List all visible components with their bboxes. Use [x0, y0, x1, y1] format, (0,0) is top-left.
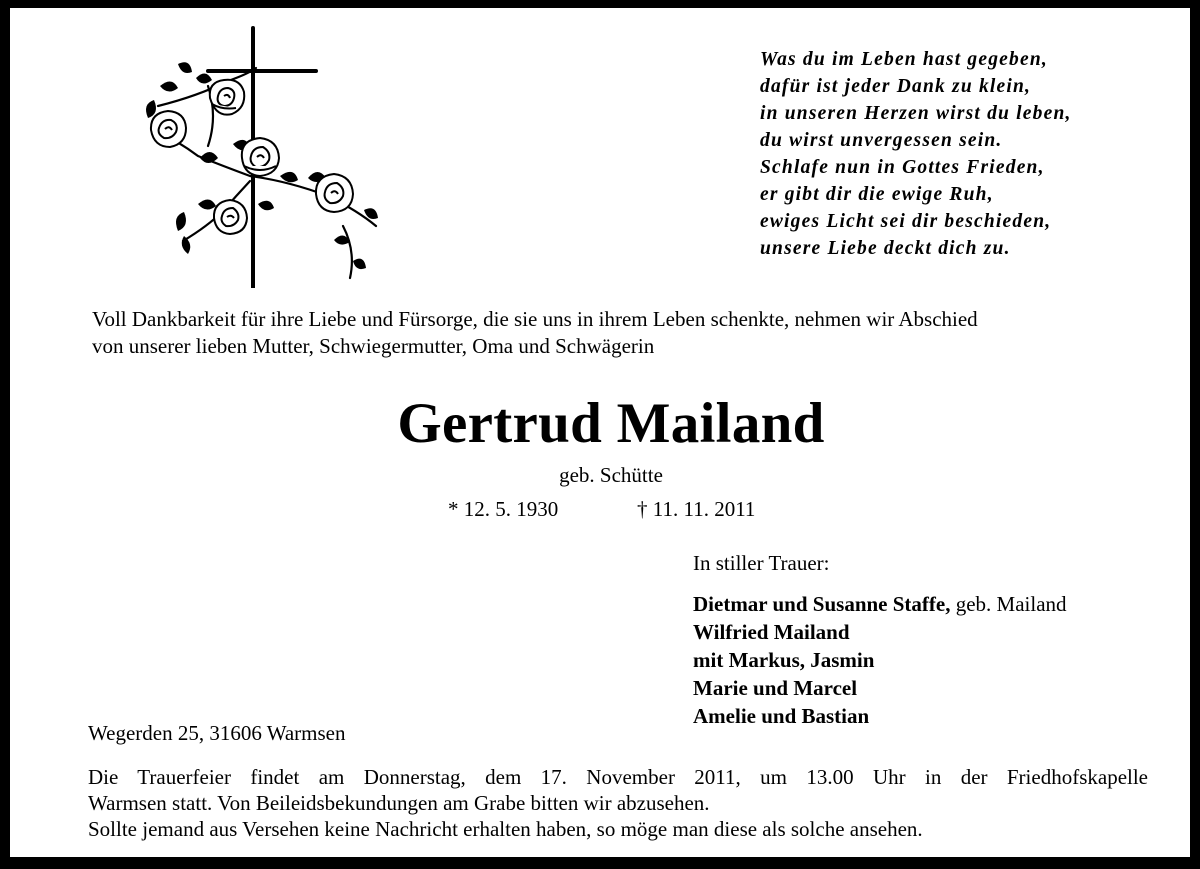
mourner-entry: [693, 646, 1067, 674]
poem-line: Was du im Leben hast gegeben,: [760, 49, 1048, 70]
deceased-name: Gertrud Mailand: [397, 392, 825, 455]
cross-with-roses-icon: [138, 26, 388, 288]
mourner-name: Dietmar und Susanne Staffe,: [693, 592, 951, 616]
address: Wegerden 25, 31606 Warmsen: [88, 721, 346, 745]
service-line: Warmsen statt. Von Beileidsbekundungen am Grabe bitten wir abzusehen.: [88, 791, 710, 815]
mourners-list: [693, 590, 1067, 730]
poem-line: Schlafe nun in Gottes Frieden,: [760, 157, 1045, 178]
mourner-entry: [693, 674, 1067, 702]
mourners-heading: In stiller Trauer:: [693, 551, 830, 575]
service-line: Die Trauerfeier findet am Donnerstag, dem 17. November 2011, um 13.00 Uhr in der Friedhofskapelle: [88, 765, 1148, 789]
maiden-name: geb. Schütte: [559, 463, 663, 487]
mourner-name: Amelie und Bastian: [693, 704, 870, 728]
service-line: Sollte jemand aus Versehen keine Nachricht erhalten haben, so möge man diese als solche ansehen.: [88, 817, 923, 841]
mourner-name: mit Markus, Jasmin: [693, 648, 875, 672]
mourner-entry: [693, 702, 1067, 730]
poem-line: in unseren Herzen wirst du leben,: [760, 103, 1072, 124]
intro-line: von unserer lieben Mutter, Schwiegermutter, Oma und Schwägerin: [92, 334, 655, 358]
poem-line: du wirst unvergessen sein.: [760, 130, 1003, 151]
poem-line: dafür ist jeder Dank zu klein,: [760, 76, 1032, 97]
intro-line: Voll Dankbarkeit für ihre Liebe und Fürsorge, die sie uns in ihrem Leben schenkte, nehmen wir Abschied: [92, 307, 978, 331]
mourner-entry: [693, 590, 1067, 618]
mourner-maiden: geb. Mailand: [950, 592, 1067, 616]
service-info: [88, 764, 1148, 842]
poem-line: unsere Liebe deckt dich zu.: [760, 238, 1011, 259]
mourner-name: Wilfried Mailand: [693, 620, 850, 644]
poem: [760, 46, 1180, 262]
poem-line: er gibt dir die ewige Ruh,: [760, 184, 994, 205]
birth-date: * 12. 5. 1930: [448, 497, 559, 521]
intro-text: [92, 306, 1152, 360]
mourner-entry: [693, 618, 1067, 646]
mourner-name: Marie und Marcel: [693, 676, 858, 700]
poem-line: ewiges Licht sei dir beschieden,: [760, 211, 1052, 232]
death-date: † 11. 11. 2011: [637, 497, 756, 521]
